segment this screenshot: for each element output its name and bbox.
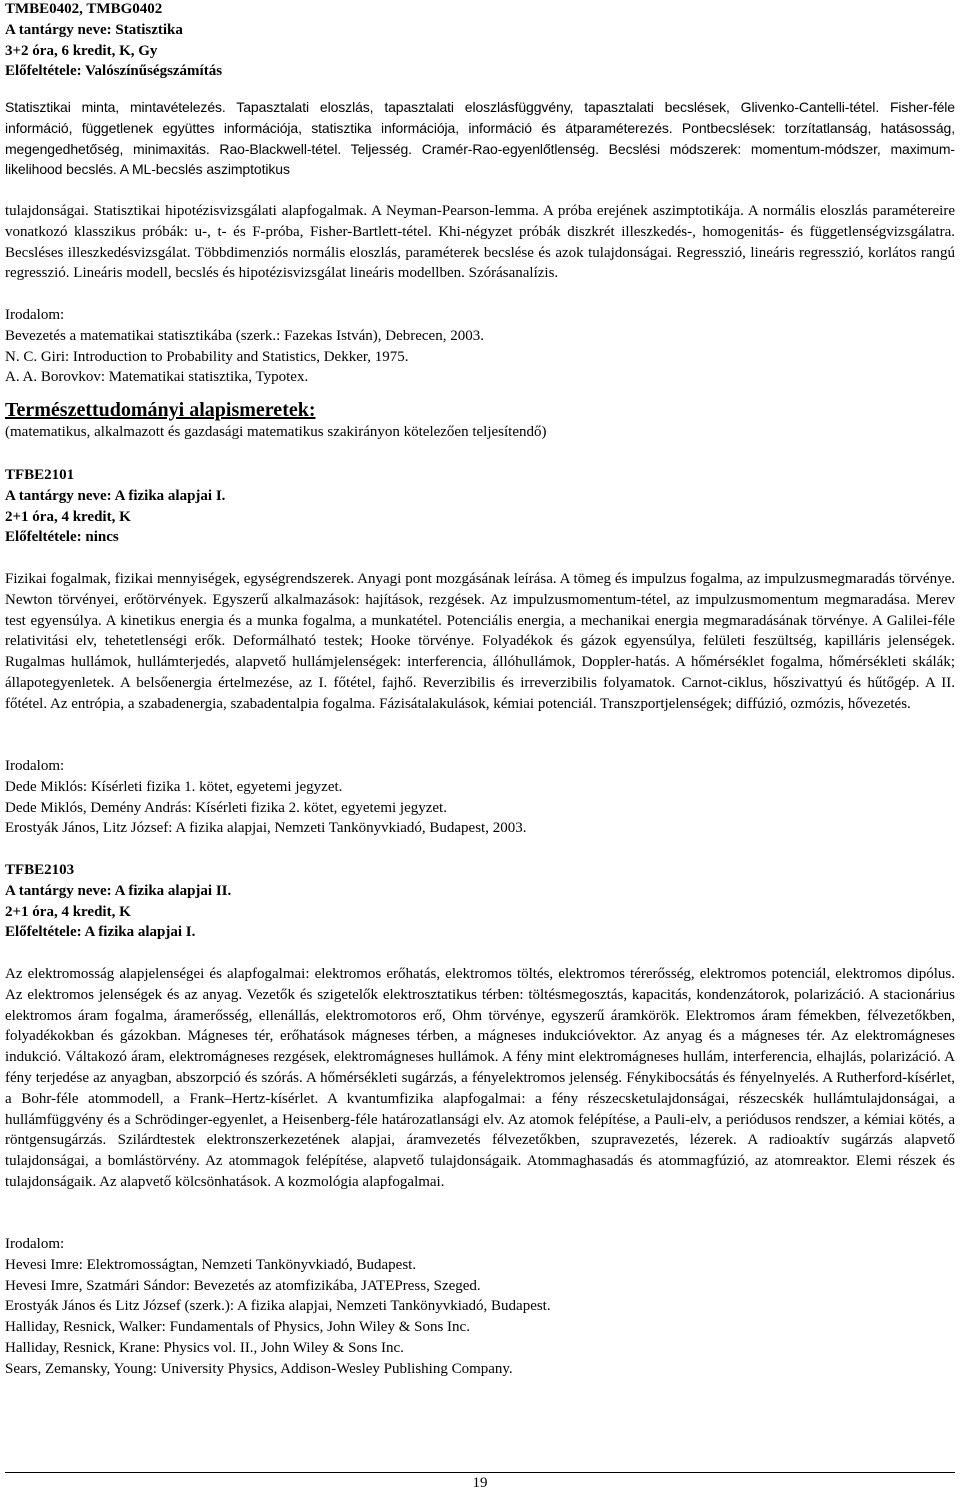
course-description-part1: Statisztikai minta, mintavételezés. Tapasztalati eloszlás, tapasztalati eloszlásfüggvény, tapasztalati becslések, Glivenko-Cantelli-tétel. Fisher-féle információ, függetlenek együttes információja, statisztika információja, információ és átparaméterezés. Pontbecslések: torzítatlanság, hatásosság, megengedhetőség, minimaxitás. Rao-Blackwell-tétel. Teljesség. Cramér-Rao-egyenlőtlenség. Becslési módszerek: momentum-módszer, maximum-likelihood becslés. A ML-becslés aszimptotikus [5,99,955,178]
literature-label: Irodalom: [5,1236,65,1252]
course-header-statisztika [5,0,955,82]
literature-label: Irodalom: [5,758,65,774]
course-code: TMBE0402, TMBG0402 [5,1,163,17]
page-number: 19 [472,1475,488,1491]
reference-item: Erostyák János és Litz József (szerk.): A fizika alapjai, Nemzeti Tankönyvkiadó, Budapest. [5,1298,551,1315]
literature-block [5,756,955,839]
reference-item: Erostyák János, Litz József: A fizika alapjai, Nemzeti Tankönyvkiadó, Budapest, 2003. [5,820,527,837]
course-description: Az elektromosság alapjelenségei és alapfogalmai: elektromos erőhatás, elektromos töltés, elektromos térerősség, elektromos potenciál, elektromos dipólus. Az elektromos jelenségek és az anyag. Vezetők és szigetelők elektrosztatikus térben: töltésmegosztás, kapacitás, kondenzátorok, polarizáció. A stacionárius elektromos áram fogalma, áramerősség, ellenállás, elektromotoros erő, Ohm törvénye, egyszerű áramkörök. Elektromos áram fémekben, félvezetőkben, folyadékokban és gázokban. Mágneses tér, erőhatások mágneses térben, a mágneses indukcióvektor. Az anyag és a mágneses tér. Az elektromágneses indukció. Váltakozó áram, elektromágneses rezgések, elektromágneses hullámok. A fény mint elektromágneses hullám, interferencia, elhajlás, polarizáció. A fény terjedése az anyagban, abszorpció és szórás. A hőmérsékleti sugárzás, a fényelektromos jelenség. Fénykibocsátás és fényelnyelés. A Rutherford-kísérlet, a Bohr-féle atommodell, a Frank–Hertz-kísérlet. A kvantumfizika alapfogalmai: a fény részecsketulajdonságai, részecskék hullámtulajdonságai, a hullámfüggvény és a Schrödinger-egyenlet, a Heisenberg-féle határozatlansági elv. Az atomok felépítése, a Pauli-elv, a periódusos rendszer, a kémiai kötés, a röntgensugárzás. Szilárdtestek elektronszerkezetének alapjai, áramvezetés félvezetőkben, szupravezetés, lézerek. A radioaktív sugárzás alapvető tulajdonságai, a bomlástörvény. Az atommagok felépítése, alapvető tulajdonságaik. Atommaghasadás és atommagfúzió, az atomreaktor. Elemi részek és tulajdonságaik. Az alapvető kölcsönhatások. A kozmológia alapfogalmai. [5,966,955,1190]
reference-item: Hevesi Imre, Szatmári Sándor: Bevezetés az atomfizikába, JATEPress, Szeged. [5,1277,481,1294]
section-subtitle: (matematikus, alkalmazott és gazdasági matematikus szakirányon kötelezően teljesítendő) [5,424,547,440]
reference-item: Halliday, Resnick, Krane: Physics vol. II., John Wiley & Sons Inc. [5,1339,404,1356]
course-name: A tantárgy neve: A fizika alapjai II. [5,882,232,899]
literature-label: Irodalom: [5,307,65,323]
reference-item: Dede Miklós, Demény András: Kísérleti fizika 2. kötet, egyetemi jegyzet. [5,799,447,816]
course-prereq: Előfeltétele: nincs [5,529,119,546]
course-prereq: Előfeltétele: A fizika alapjai I. [5,924,196,941]
course-header-fizika-1 [5,465,955,548]
course-hours: 3+2 óra, 6 kredit, K, Gy [5,42,158,59]
reference-item: Bevezetés a matematikai statisztikába (szerk.: Fazekas István), Debrecen, 2003. [5,327,484,344]
course-name: A tantárgy neve: A fizika alapjai I. [5,487,226,504]
section-heading [5,398,955,443]
course-hours: 2+1 óra, 4 kredit, K [5,508,131,525]
section-title: Természettudományi alapismeretek: [5,399,316,421]
course-description-part2: tulajdonságai. Statisztikai hipotézisvizsgálati alapfogalmak. A Neyman-Pearson-lemma. A próba erejének aszimptotikája. A normális eloszlás paramétereire vonatkozó klasszikus próbák: u-, t- és F-próba, Fisher-Bartlett-tétel. Khi-négyzet próbák diszkrét illeszkedés-, homogenitás- és függetlenségvizsgálatra. Becsléses illeszkedésvizsgálat. Többdimenziós normális eloszlás, paraméterek becslése és azok tulajdonságai. Regresszió, lineáris regresszió, korlátos rangú regresszió. Lineáris modell, becslés és hipotézisvizsgálat lineáris modellben. Szórásanalízis. [5,203,955,282]
reference-item: A. A. Borovkov: Matematikai statisztika, Typotex. [5,369,309,386]
course-description: Fizikai fogalmak, fizikai mennyiségek, egységrendszerek. Anyagi pont mozgásának leírása. A tömeg és impulzus fogalma, az impulzusmegmaradás törvénye. Newton törvényei, erőtörvények. Egyszerű alkalmazások: hajítások, rezgések. Az impulzusmomentum-tétel, az impulzusmomentum megmaradása. Merev test egyensúlya. A kinetikus energia és a munka fogalma, a munkatétel. Potenciális energia, a mechanikai energia megmaradásának törvénye. A Galilei-féle relativitási elv, tehetetlenségi erők. Deformálható testek; Hooke törvénye. Folyadékok és gázok egyensúlya, felületi feszültség, kapilláris jelenségek. Rugalmas hullámok, hullámterjedés, alapvető hullámjelenségek: interferencia, állóhullámok, Doppler-hatás. A hőmérséklet fogalma, hőmérsékleti skálák; állapotegyenletek. A belsőenergia értelmezése, az I. főtétel, fajhő. Reverzibilis és irreverzibilis folyamatok. Carnot-ciklus, hőszivattyú és hűtőgép. A II. főtétel. Az entrópia, a szabadenergia, szabadentalpia fogalma. Fázisátalakulások, kémiai potenciál. Transzportjelenségek; diffúzió, ozmózis, hővezetés. [5,571,955,712]
course-code: TFBE2101 [5,467,75,483]
course-code: TFBE2103 [5,862,75,878]
course-prereq: Előfeltétele: Valószínűségszámítás [5,63,223,80]
course-header-fizika-2 [5,860,955,943]
reference-item: Sears, Zemansky, Young: University Physics, Addison-Wesley Publishing Company. [5,1360,513,1377]
reference-item: Hevesi Imre: Elektromosságtan, Nemzeti Tankönyvkiadó, Budapest. [5,1256,417,1273]
course-hours: 2+1 óra, 4 kredit, K [5,903,131,920]
reference-item: Dede Miklós: Kísérleti fizika 1. kötet, egyetemi jegyzet. [5,778,343,795]
reference-item: Halliday, Resnick, Walker: Fundamentals of Physics, John Wiley & Sons Inc. [5,1319,470,1336]
course-name: A tantárgy neve: Statisztika [5,21,183,38]
literature-block [5,1234,955,1380]
literature-block [5,305,955,388]
reference-item: N. C. Giri: Introduction to Probability and Statistics, Dekker, 1975. [5,348,409,365]
